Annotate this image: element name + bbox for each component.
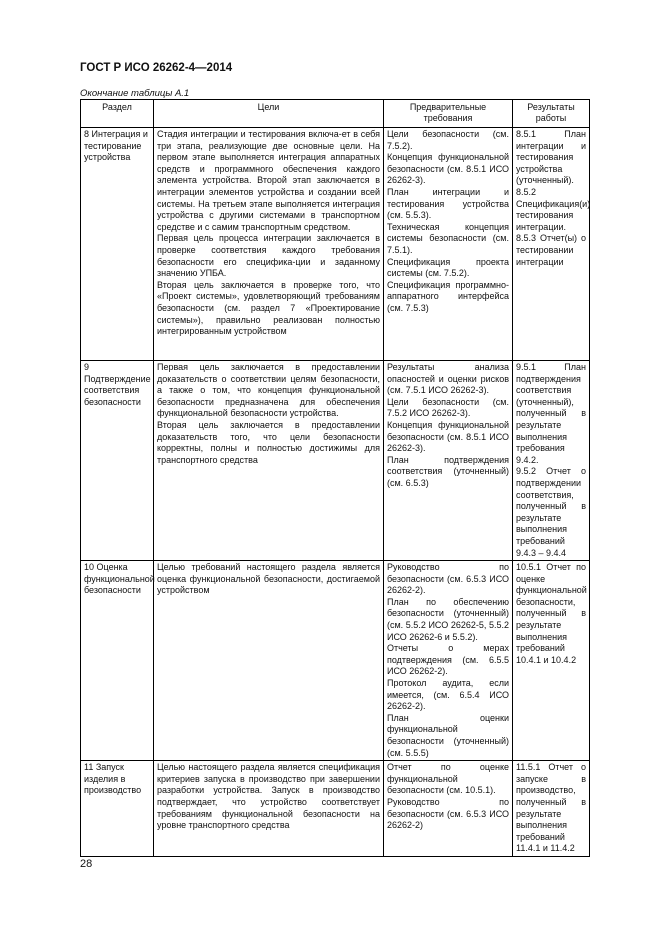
results-cell — [513, 128, 590, 361]
cell-paragraph: Концепция функциональной безопасности (см. 8.5.1 ИСО 26262-3). — [387, 152, 509, 186]
cell-paragraph: План оценки функциональной безопасности (уточненный) (см. 5.5.5) — [387, 712, 509, 758]
cell-paragraph: План по обеспечению безопасности (уточненный) (см. 5.5.2 ИСО 26262-5, 5.5.2 ИСО 26262-6 и 5.5.2). — [387, 596, 509, 642]
cell-paragraph: Отчеты о мерах подтверждения (см. 6.5.5 ИСО 26262-2). — [387, 643, 509, 677]
cell-paragraph: Целью требований настоящего раздела является оценка функциональной безопасности, достигаемой устройством — [157, 562, 380, 596]
goals-cell — [154, 761, 384, 857]
cell-paragraph: 11.5.1 Отчет о запуске в производство, полученный в результате выполнения требований 11.4.1 и 11.4.2 — [516, 762, 586, 854]
column-header: Результаты работы — [513, 100, 590, 128]
page-header: ГОСТ Р ИСО 26262-4—2014 — [80, 62, 233, 74]
results-cell — [513, 761, 590, 857]
results-cell — [513, 561, 590, 761]
cell-paragraph: Руководство по безопасности (см. 6.5.3 ИСО 26262-2). — [387, 562, 509, 596]
column-header: Цели — [154, 100, 384, 128]
cell-paragraph: Результаты анализа опасностей и оценки рисков (см. 7.5.1 ИСО 26262-3). — [387, 362, 509, 396]
cell-paragraph: 8.5.2 Спецификация(и) тестирования интеграции. — [516, 186, 591, 232]
results-cell — [513, 361, 590, 561]
cell-paragraph: Стадия интеграции и тестирования включа-ет в себя три этапа, реализующие две основные цели. На первом этапе выполняется интеграция аппаратных средств и программного обеспечения каждого элемента устройства. Второй этап заключается в интеграции элементов устройства и создании всей системы. На третьем этапе выполняется интеграция устройства с другими системами в транспортном средстве и с самим транспортным средством. — [157, 129, 380, 232]
column-header: Предварительные требования — [384, 100, 513, 128]
cell-paragraph: Отчет по оценке функциональной безопасности (см. 10.5.1). — [387, 762, 509, 796]
cell-paragraph: Первая цель заключается в предоставлении доказательств о соответствии целям безопасности, а также о том, что концепция функциональной безопасности предназначена для обеспечения функциональной безопасности устройства. — [157, 362, 380, 419]
goals-cell — [154, 561, 384, 761]
goals-cell — [154, 361, 384, 561]
cell-paragraph: Спецификация программно-аппаратного интерфейса (см. 7.5.3) — [387, 279, 509, 313]
cell-paragraph: Техническая концепция системы безопасности (см. 7.5.1). — [387, 221, 509, 255]
table-row — [81, 761, 590, 857]
table-caption: Окончание таблицы А.1 — [80, 88, 190, 99]
prerequisites-cell — [384, 361, 513, 561]
table-header-row — [81, 100, 590, 128]
cell-paragraph: 9.5.2 Отчет о подтверждении соответствия, полученный в результате выполнения требований 9.4.3 – 9.4.4 — [516, 466, 586, 558]
cell-paragraph: Протокол аудита, если имеется, (см. 6.5.4 ИСО 26262-2). — [387, 678, 509, 712]
prerequisites-cell — [384, 761, 513, 857]
cell-paragraph: Спецификация проекта системы (см. 7.5.2). — [387, 256, 509, 279]
table-row — [81, 561, 590, 761]
cell-paragraph: План подтверждения соответствия (уточненный) (см. 6.5.3) — [387, 454, 509, 488]
column-header: Раздел — [81, 100, 154, 128]
cell-paragraph: План интеграции и тестирования устройства (см. 5.5.3). — [387, 186, 509, 221]
cell-paragraph: Вторая цель заключается в предоставлении доказательств того, что цели безопасности корректны, полны и полностью достижимы для транспортного средства — [157, 419, 380, 465]
cell-paragraph: Концепция функциональной безопасности (см. 8.5.1 ИСО 26262-3). — [387, 419, 509, 454]
table-row — [81, 361, 590, 561]
cell-paragraph: 8.5.3 Отчет(ы) о тестировании интеграции — [516, 233, 586, 267]
prerequisites-cell — [384, 128, 513, 361]
requirements-table — [80, 99, 590, 857]
prerequisites-cell — [384, 561, 513, 761]
cell-paragraph: 9.5.1 План подтверждения соответствия (уточненный), полученный в результате выполнения требования 9.4.2. — [516, 362, 586, 465]
section-cell: 8 Интеграция и тестирование устройства — [81, 128, 154, 361]
table-row — [81, 128, 590, 361]
goals-cell — [154, 128, 384, 361]
cell-paragraph: Первая цель процесса интеграции заключается в проверке соответствия каждого требования безопасности его специфика-ции и заданному значению УПБА. — [157, 233, 380, 279]
section-cell: 10 Оценка функциональной безопасности — [81, 561, 154, 761]
cell-paragraph: Цели безопасности (см. 7.5.2). — [387, 129, 509, 151]
section-cell: 11 Запуск изделия в производство — [81, 761, 154, 857]
section-cell: 9 Подтверждение соответствия безопасности — [81, 361, 154, 561]
cell-paragraph: 8.5.1 План интеграции и тестирования устройства (уточненный). — [516, 129, 586, 186]
cell-paragraph: Вторая цель заключается в проверке того, что «Проект системы», удовлетворяющий требованиям безопасности (см. раздел 7 «Проектирование системы»), правильно реализован полностью интегрированным устройством — [157, 279, 380, 337]
cell-paragraph: Цели безопасности (см. 7.5.2 ИСО 26262-3). — [387, 396, 509, 419]
cell-paragraph: Целью настоящего раздела является спецификация критериев запуска в производство при завершении разработки устройства. Запуск в производство подтверждает, что устройство соответствует требованиям функциональной безопасности на уровне транспортного средства — [157, 762, 380, 831]
page-number: 28 — [80, 858, 93, 870]
cell-paragraph: Руководство по безопасности (см. 6.5.3 ИСО 26262-2) — [387, 796, 509, 831]
cell-paragraph: 10.5.1 Отчет по оценке функциональной безопасности, полученный в результате выполнения требований 10.4.1 и 10.4.2 — [516, 562, 587, 665]
